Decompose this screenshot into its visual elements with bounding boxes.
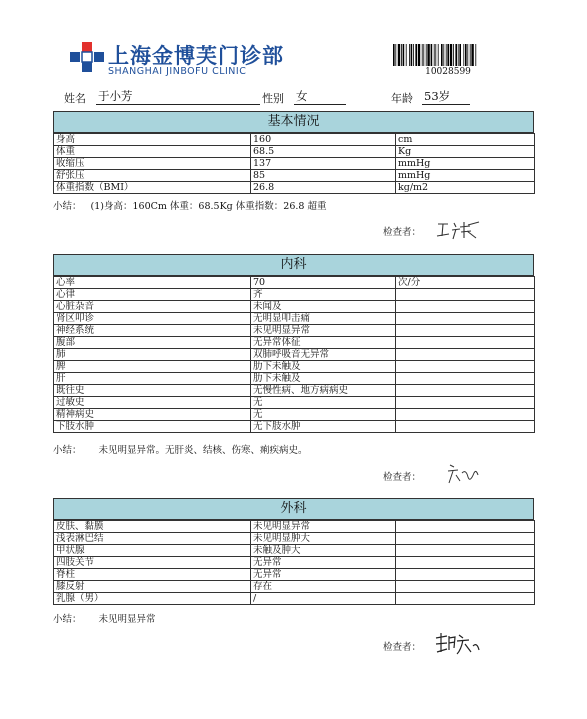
cell-item: 下肢水肿 xyxy=(54,421,251,433)
barcode-bar xyxy=(471,44,473,66)
cell-item: 精神病史 xyxy=(54,409,251,421)
cell-unit xyxy=(396,521,535,533)
cell-value: 无 xyxy=(251,397,396,409)
table-row xyxy=(54,349,535,361)
barcode-bar xyxy=(458,44,459,66)
table-row xyxy=(54,301,535,313)
checker-label: 检查者： xyxy=(383,227,422,238)
barcode-bar xyxy=(470,44,471,66)
table-row xyxy=(54,337,535,349)
cell-item: 膝反射 xyxy=(54,581,251,593)
section-basic xyxy=(53,111,534,194)
summary-text: 未见明显异常。无肝炎、结核、伤寒、痢疾病史。 xyxy=(98,445,308,456)
cell-value: 137 xyxy=(251,158,396,170)
barcode-bar xyxy=(393,44,395,66)
cell-unit xyxy=(396,301,535,313)
cell-unit xyxy=(396,557,535,569)
barcode-bar xyxy=(443,44,444,66)
barcode-bar xyxy=(435,44,436,66)
table-row xyxy=(54,409,535,421)
cell-unit xyxy=(396,385,535,397)
cell-unit xyxy=(396,361,535,373)
table-row xyxy=(54,313,535,325)
barcode-bar xyxy=(450,44,452,66)
cell-unit xyxy=(396,581,535,593)
cell-unit xyxy=(396,373,535,385)
cell-unit: mmHg xyxy=(396,170,535,182)
cell-value: 双肺呼吸音无异常 xyxy=(251,349,396,361)
cell-value: 无慢性病、地方病病史 xyxy=(251,385,396,397)
cell-item: 脊柱 xyxy=(54,569,251,581)
surgery-table xyxy=(53,520,535,605)
table-row xyxy=(54,373,535,385)
barcode-bar xyxy=(423,44,424,66)
table-row xyxy=(54,277,535,289)
checker-label: 检查者： xyxy=(383,472,422,483)
cell-value: 85 xyxy=(251,170,396,182)
gender-label: 性别 xyxy=(262,92,284,105)
basic-summary xyxy=(53,198,326,212)
section-basic-title: 基本情况 xyxy=(53,111,534,133)
summary-label: 小结： xyxy=(53,614,82,625)
cell-value: 无下肢水肿 xyxy=(251,421,396,433)
summary-text: 未见明显异常 xyxy=(98,614,156,625)
barcode-bar xyxy=(398,44,400,66)
summary-label: 小结： xyxy=(53,445,82,456)
barcode-bar xyxy=(465,44,467,66)
cell-unit xyxy=(396,325,535,337)
age-label: 年龄 xyxy=(391,92,413,105)
section-internal-title: 内科 xyxy=(53,254,534,276)
cell-item: 浅表淋巴结 xyxy=(54,533,251,545)
barcode-bar xyxy=(441,44,443,66)
cell-value: 无 xyxy=(251,409,396,421)
table-row xyxy=(54,593,535,605)
surgery-summary xyxy=(53,611,156,625)
cell-value: 肋下未触及 xyxy=(251,373,396,385)
cell-value: 无异常体征 xyxy=(251,337,396,349)
cell-unit xyxy=(396,313,535,325)
cell-value: 无明显叩击痛 xyxy=(251,313,396,325)
section-internal xyxy=(53,254,534,433)
table-row xyxy=(54,146,535,158)
cell-unit: cm xyxy=(396,134,535,146)
cell-item: 肝 xyxy=(54,373,251,385)
internal-summary xyxy=(53,442,308,456)
cell-value: 160 xyxy=(251,134,396,146)
table-row xyxy=(54,397,535,409)
cell-unit xyxy=(396,337,535,349)
barcode-bar xyxy=(395,44,396,66)
cell-unit xyxy=(396,533,535,545)
clinic-logo xyxy=(68,36,288,82)
table-row xyxy=(54,521,535,533)
barcode-bar xyxy=(415,44,417,66)
barcode-bar xyxy=(446,44,447,66)
cell-item: 心率 xyxy=(54,277,251,289)
cell-unit xyxy=(396,289,535,301)
cell-item: 甲状腺 xyxy=(54,545,251,557)
clinic-name-en: SHANGHAI JINBOFU CLINIC xyxy=(108,66,247,77)
cell-unit: kg/m2 xyxy=(396,182,535,194)
patient-name: 于小芳 xyxy=(96,88,260,105)
barcode-bar xyxy=(434,44,435,66)
cell-unit xyxy=(396,397,535,409)
signature-basic xyxy=(434,218,490,242)
cell-item: 心脏杂音 xyxy=(54,301,251,313)
cell-item: 收缩压 xyxy=(54,158,251,170)
cell-value: 无异常 xyxy=(251,557,396,569)
cell-value: 未见明显肿大 xyxy=(251,533,396,545)
table-row xyxy=(54,581,535,593)
internal-table xyxy=(53,276,535,433)
cell-item: 肺 xyxy=(54,349,251,361)
cell-item: 心律 xyxy=(54,289,251,301)
table-row xyxy=(54,134,535,146)
barcode-bar xyxy=(453,44,454,66)
cell-item: 腹部 xyxy=(54,337,251,349)
summary-text: (1)身高：160Cm 体重：68.5Kg 体重指数：26.8 超重 xyxy=(90,201,327,212)
table-row xyxy=(54,158,535,170)
cell-item: 神经系统 xyxy=(54,325,251,337)
table-row xyxy=(54,289,535,301)
table-row xyxy=(54,557,535,569)
barcode-bar xyxy=(427,44,429,66)
cell-unit xyxy=(396,421,535,433)
checker-label: 检查者： xyxy=(383,642,422,653)
table-row xyxy=(54,182,535,194)
cell-unit xyxy=(396,569,535,581)
section-surgery xyxy=(53,498,534,605)
table-row xyxy=(54,545,535,557)
cell-unit: 次/分 xyxy=(396,277,535,289)
cell-item: 体重 xyxy=(54,146,251,158)
barcode-bar xyxy=(401,44,402,66)
cell-value: 未闻及 xyxy=(251,301,396,313)
cell-value: 未触及肿大 xyxy=(251,545,396,557)
patient-gender: 女 xyxy=(294,88,346,105)
barcode-bar xyxy=(463,44,464,66)
table-row xyxy=(54,325,535,337)
cell-item: 过敏史 xyxy=(54,397,251,409)
cell-value: 存在 xyxy=(251,581,396,593)
barcode-bar xyxy=(459,44,461,66)
cell-unit xyxy=(396,409,535,421)
cell-unit xyxy=(396,593,535,605)
clinic-logo-icon xyxy=(68,40,106,74)
cell-value: 未见明显异常 xyxy=(251,521,396,533)
barcode-bar xyxy=(447,44,449,66)
summary-label: 小结： xyxy=(53,201,82,212)
barcode-bar xyxy=(475,44,476,66)
cell-item: 身高 xyxy=(54,134,251,146)
table-row xyxy=(54,569,535,581)
barcode-bar xyxy=(426,44,427,66)
section-surgery-title: 外科 xyxy=(53,498,534,520)
cell-item: 舒张压 xyxy=(54,170,251,182)
cell-value: 68.5 xyxy=(251,146,396,158)
table-row xyxy=(54,533,535,545)
cell-unit xyxy=(396,545,535,557)
table-row xyxy=(54,361,535,373)
cell-value: 70 xyxy=(251,277,396,289)
barcode-bar xyxy=(418,44,420,66)
cell-value: 齐 xyxy=(251,289,396,301)
cell-item: 皮肤、黏膜 xyxy=(54,521,251,533)
barcode-bar xyxy=(411,44,413,66)
barcode-number: 10028599 xyxy=(425,67,471,77)
cell-unit: Kg xyxy=(396,146,535,158)
name-label: 姓名 xyxy=(64,92,86,105)
barcode-bar xyxy=(467,44,468,66)
cell-item: 体重指数（BMI） xyxy=(54,182,251,194)
signature-internal xyxy=(444,459,484,487)
barcode-bar xyxy=(406,44,407,66)
basic-table xyxy=(53,133,535,194)
barcode-bar xyxy=(409,44,410,66)
cell-item: 乳腺（男） xyxy=(54,593,251,605)
cell-value: 26.8 xyxy=(251,182,396,194)
barcode-bar xyxy=(455,44,457,66)
cell-value: 肋下未触及 xyxy=(251,361,396,373)
cell-unit: mmHg xyxy=(396,158,535,170)
table-row xyxy=(54,421,535,433)
cell-value: / xyxy=(251,593,396,605)
clinic-name-cn: 上海金博芙门诊部 xyxy=(108,44,284,68)
barcode-bar xyxy=(422,44,423,66)
cell-item: 肾区叩诊 xyxy=(54,313,251,325)
table-row xyxy=(54,170,535,182)
cell-unit xyxy=(396,349,535,361)
patient-info xyxy=(0,88,587,106)
patient-age: 53岁 xyxy=(422,88,470,105)
barcode-bar xyxy=(413,44,414,66)
cell-item: 脾 xyxy=(54,361,251,373)
barcode-bar xyxy=(431,44,433,66)
cell-value: 未见明显异常 xyxy=(251,325,396,337)
cell-item: 四肢关节 xyxy=(54,557,251,569)
table-row xyxy=(54,385,535,397)
barcode xyxy=(393,44,503,66)
cell-value: 无异常 xyxy=(251,569,396,581)
barcode-bar xyxy=(403,44,405,66)
cell-item: 既往史 xyxy=(54,385,251,397)
signature-surgery xyxy=(433,630,483,658)
barcode-bar xyxy=(438,44,439,66)
